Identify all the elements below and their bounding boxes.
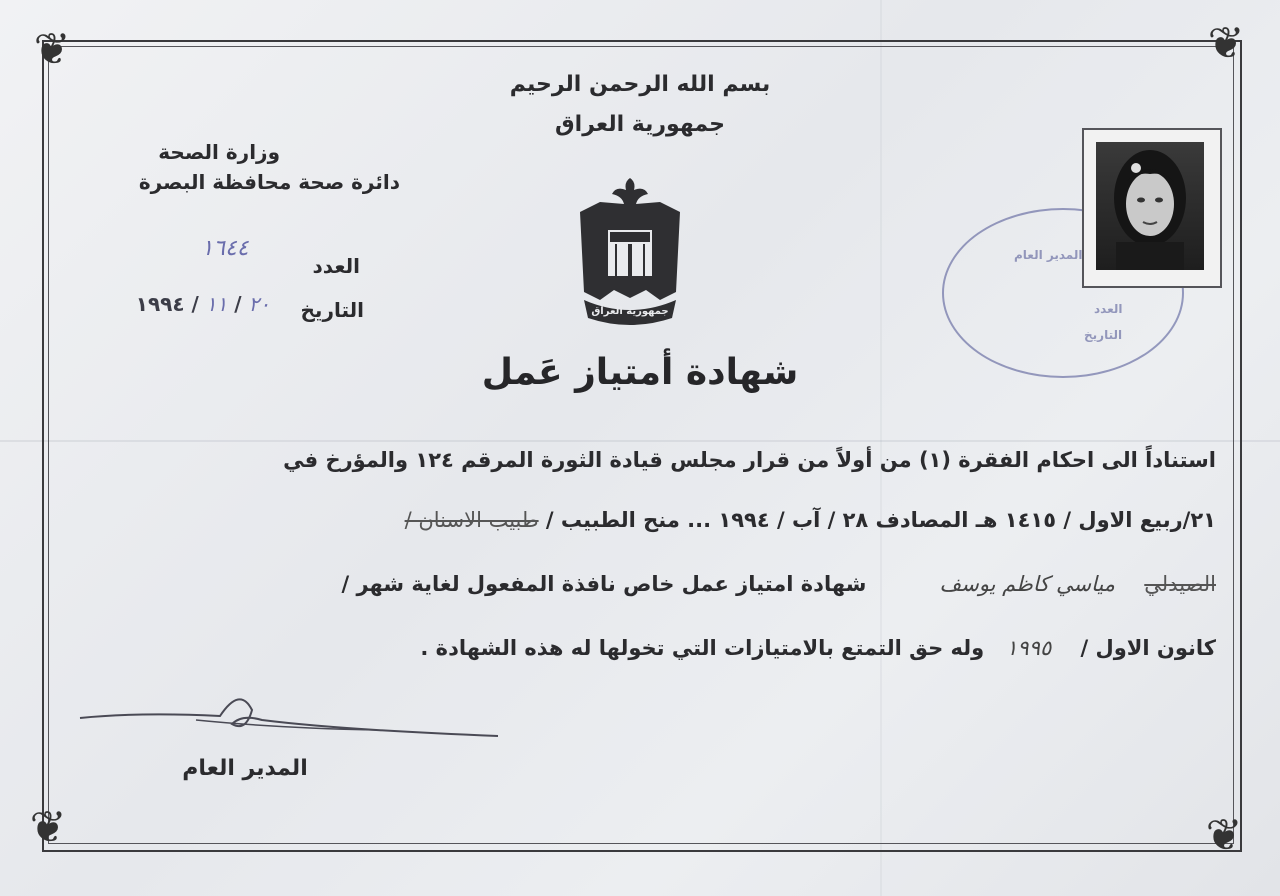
- handwritten-signature-icon: [76, 694, 506, 754]
- date-year: ١٩٩٤: [135, 292, 185, 316]
- republic-heading: جمهورية العراق: [555, 112, 725, 137]
- stamp-line: العدد: [1094, 302, 1123, 316]
- body-line-3: [70, 572, 1216, 596]
- struck-text: طبيب الاسنان /: [404, 508, 539, 532]
- date-month: ١١: [205, 292, 228, 316]
- director-title: المدير العام: [182, 756, 308, 781]
- body-line-2: [70, 508, 1216, 532]
- date-value: ٢٠ / ١١ / ١٩٩٤: [135, 292, 270, 316]
- date-label: التاريخ: [300, 298, 364, 322]
- body-text: كانون الاول /: [1080, 636, 1216, 660]
- date-day: ٢٠: [248, 292, 270, 316]
- recipient-name: مياسي كاظم يوسف: [939, 572, 1116, 596]
- photo-frame: [1082, 128, 1222, 288]
- certificate-title: شهادة أمتياز عَمل: [481, 352, 799, 393]
- body-text: شهادة امتياز عمل خاص نافذة المفعول لغاية شهر /: [341, 572, 867, 596]
- struck-text: الصيدلي: [1144, 572, 1216, 596]
- stamp-line: المدير العام: [1014, 248, 1083, 262]
- body-line-1: استناداً الى احكام الفقرة (١) من أولاً من قرار مجلس قيادة الثورة المرقم ١٢٤ والمؤرخ في: [283, 448, 1216, 472]
- corner-ornament-icon: ❦: [1207, 18, 1245, 69]
- body-line-4: [70, 636, 1216, 660]
- body-text: وله حق التمتع بالامتيازات التي تخولها له هذه الشهادة .: [420, 636, 985, 660]
- corner-ornament-icon: ❦: [29, 802, 67, 853]
- emblem-caption: جمهورية العراق: [591, 306, 669, 317]
- iraq-eagle-emblem-icon: [570, 172, 690, 328]
- ministry-block: [100, 140, 400, 194]
- number-label: العدد: [312, 254, 360, 278]
- basmala: بسم الله الرحمن الرحيم: [509, 72, 771, 97]
- ministry-name: وزارة الصحة: [158, 140, 280, 164]
- corner-ornament-icon: ❦: [33, 24, 71, 75]
- stamp-line: التاريخ: [1084, 328, 1123, 342]
- corner-ornament-icon: ❦: [1205, 810, 1243, 861]
- portrait-photo-icon: [1096, 142, 1204, 270]
- number-value: ١٦٤٤: [201, 236, 249, 261]
- directorate-name: دائرة صحة محافظة البصرة: [138, 170, 400, 194]
- expiry-year: ١٩٩٥: [1006, 636, 1052, 660]
- body-text: ٢١/ربيع الاول / ١٤١٥ هـ المصادف ٢٨ / آب / ١٩٩٤ ... منح الطبيب /: [545, 508, 1216, 532]
